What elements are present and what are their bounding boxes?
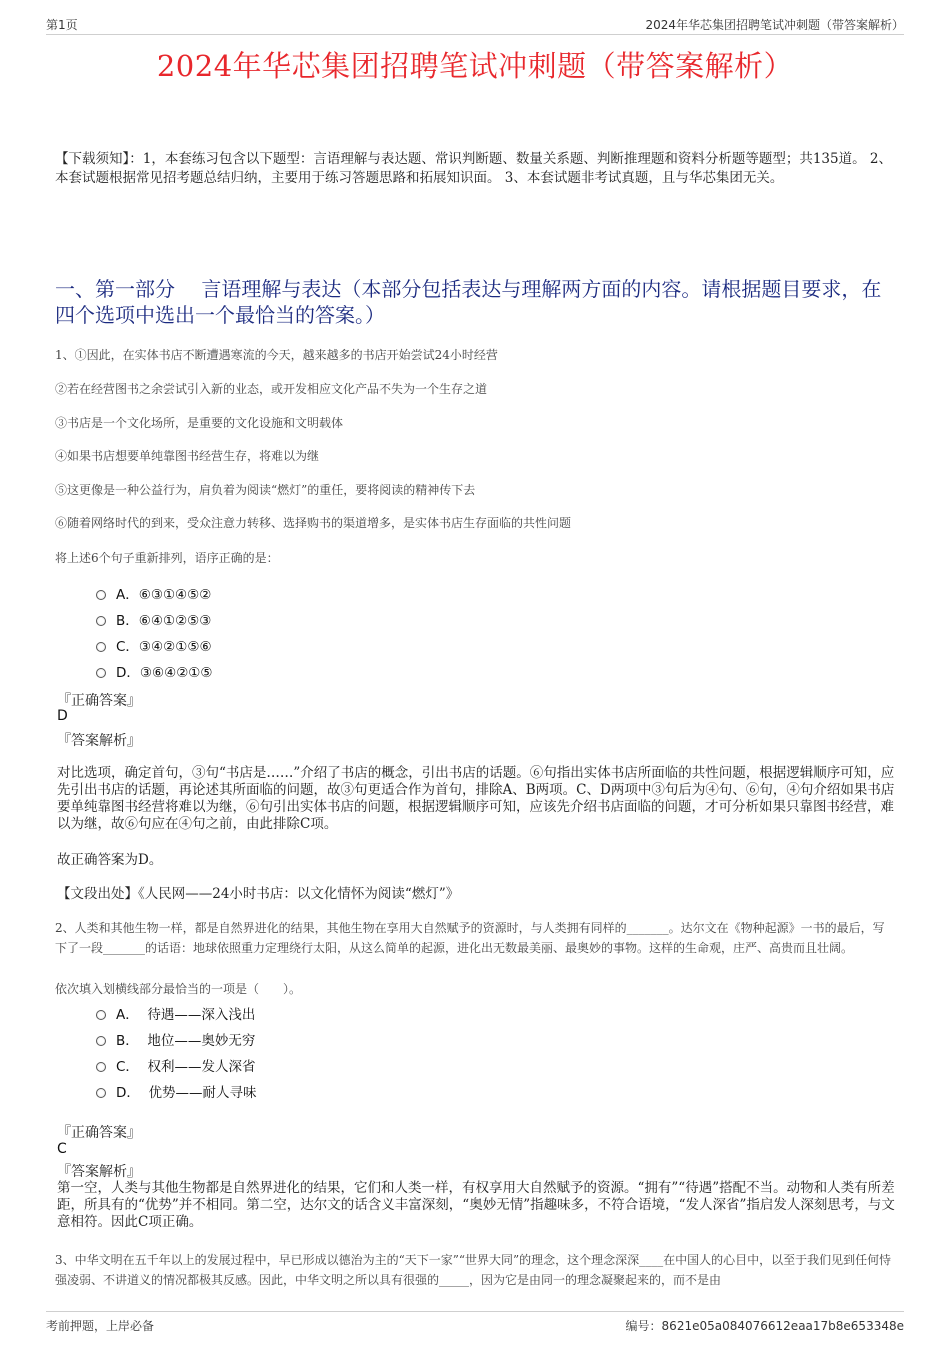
q2-answer: C	[57, 1141, 67, 1157]
q1-sentence-5: ⑤这更像是一种公益行为，肩负着为阅读“燃灯”的重任，要将阅读的精神传下去	[55, 483, 476, 497]
q2-option-c[interactable]: C． 权利——发人深省	[96, 1052, 256, 1078]
q2-option-b[interactable]: B． 地位——奥妙无穷	[96, 1026, 256, 1052]
radio-icon[interactable]	[96, 1036, 106, 1046]
download-notice: 【下载须知】：1，本套练习包含以下题型：言语理解与表达题、常识判断题、数量关系题、判断推理题和资料分析题等题型；共135道。 2、本套试题根据常见招考题总结归纳，主要用于练习答题思路和拓展知识面。 3、本套试题非考试真题，且与华芯集团无关。	[55, 151, 892, 186]
page-header	[46, 14, 904, 35]
radio-icon[interactable]	[96, 1088, 106, 1098]
q2-option-d[interactable]: D． 优势——耐人寻味	[96, 1078, 256, 1104]
q1-answer: D	[57, 708, 68, 724]
radio-icon[interactable]	[96, 616, 106, 626]
q1-sentence-3: ③书店是一个文化场所，是重要的文化设施和文明载体	[55, 416, 344, 430]
radio-icon[interactable]	[96, 590, 106, 600]
q1-answer-label: 『正确答案』	[57, 693, 141, 709]
header-doc-title: 2024年华芯集团招聘笔试冲刺题（带答案解析）	[645, 18, 904, 32]
section-heading: 一、第一部分 言语理解与表达（本部分包括表达与理解两方面的内容。请根据题目要求，在四个选项中选出一个最恰当的答案。）	[55, 277, 882, 327]
q1-option-d[interactable]: D．③⑥④②①⑤	[96, 658, 213, 684]
page-number: 第1页	[46, 18, 78, 32]
q1-conclusion: 故正确答案为D。	[57, 852, 163, 868]
q2-options	[96, 1000, 256, 1104]
q2-analysis-label: 『答案解析』	[57, 1164, 141, 1180]
q1-sentence-1: 1、①因此，在实体书店不断遭遇寒流的今天，越来越多的书店开始尝试24小时经营	[55, 348, 498, 362]
footer-slogan: 考前押题，上岸必备	[46, 1319, 155, 1333]
radio-icon[interactable]	[96, 642, 106, 652]
q1-source: 【文段出处】《人民网——24小时书店：以文化情怀为阅读“燃灯”》	[57, 886, 460, 902]
q2-option-a[interactable]: A． 待遇——深入浅出	[96, 1000, 256, 1026]
q2-analysis: 第一空，人类与其他生物都是自然界进化的结果，它们和人类一样，有权享用大自然赋予的资源。“拥有”“待遇”搭配不当。动物和人类有所差距，所具有的“优势”并不相同。第二空，达尔文的话含义丰富深刻，“奥妙无情”指趣味多，不符合语境，“发人深省”指启发人深刻思考，与文意相符。因此C项正确。	[57, 1180, 895, 1230]
q1-option-a[interactable]: A．⑥③①④⑤②	[96, 580, 213, 606]
q3-stem: 3、中华文明在五千年以上的发展过程中，早已形成以德治为主的“天下一家”“世界大同”的理念，这个理念深深____在中国人的心目中，以至于我们见到任何恃强凌弱、不讲道义的情况都极其反感。因此，中华文明之所以具有很强的_____，因为它是由同一的理念凝聚起来的，而不是由	[55, 1253, 892, 1287]
q1-prompt: 将上述6个句子重新排列，语序正确的是：	[55, 551, 279, 565]
q1-sentence-6: ⑥随着网络时代的到来，受众注意力转移、选择购书的渠道增多，是实体书店生存面临的共性问题	[55, 516, 572, 530]
q1-sentence-2: ②若在经营图书之余尝试引入新的业态，或开发相应文化产品不失为一个生存之道	[55, 382, 488, 396]
q1-option-c[interactable]: C．③④②①⑤⑥	[96, 632, 213, 658]
radio-icon[interactable]	[96, 1062, 106, 1072]
q1-option-b[interactable]: B．⑥④①②⑤③	[96, 606, 213, 632]
radio-icon[interactable]	[96, 1010, 106, 1020]
q2-prompt: 依次填入划横线部分最恰当的一项是（ ）。	[55, 982, 302, 996]
footer-serial: 编号：8621e05a084076612eaa17b8e653348e	[625, 1319, 904, 1333]
q2-stem: 2、人类和其他生物一样，都是自然界进化的结果，其他生物在享用大自然赋予的资源时，与人类拥有同样的_______。达尔文在《物种起源》一书的最后，写下了一段_______的话语：地球依照重力定理绕行太阳，从这么简单的起源，进化出无数最美丽、最奥妙的事物。这样的生命观，庄严、高贵而且壮阔。	[55, 921, 885, 955]
q1-analysis-label: 『答案解析』	[57, 733, 141, 749]
q1-analysis: 对比选项，确定首句，③句“书店是……”介绍了书店的概念，引出书店的话题。⑥句指出实体书店所面临的共性问题，根据逻辑顺序可知，应先引出书店的话题，再论述其所面临的问题，故③句更适合作为首句，排除A、B两项。C、D两项中③句后为④句、⑥句，④句介绍如果书店要单纯靠图书经营将难以为继，⑥句引出实体书店的问题，根据逻辑顺序可知，应该先介绍书店面临的问题，才可分析如果只靠图书经营，难以为继，故⑥句应在④句之前，由此排除C项。	[57, 765, 895, 832]
q1-sentence-4: ④如果书店想要单纯靠图书经营生存，将难以为继	[55, 449, 320, 463]
page-title: 2024年华芯集团招聘笔试冲刺题（带答案解析）	[156, 49, 794, 83]
q1-options	[96, 580, 213, 684]
q2-answer-label: 『正确答案』	[57, 1125, 141, 1141]
radio-icon[interactable]	[96, 668, 106, 678]
page-footer	[46, 1311, 904, 1334]
